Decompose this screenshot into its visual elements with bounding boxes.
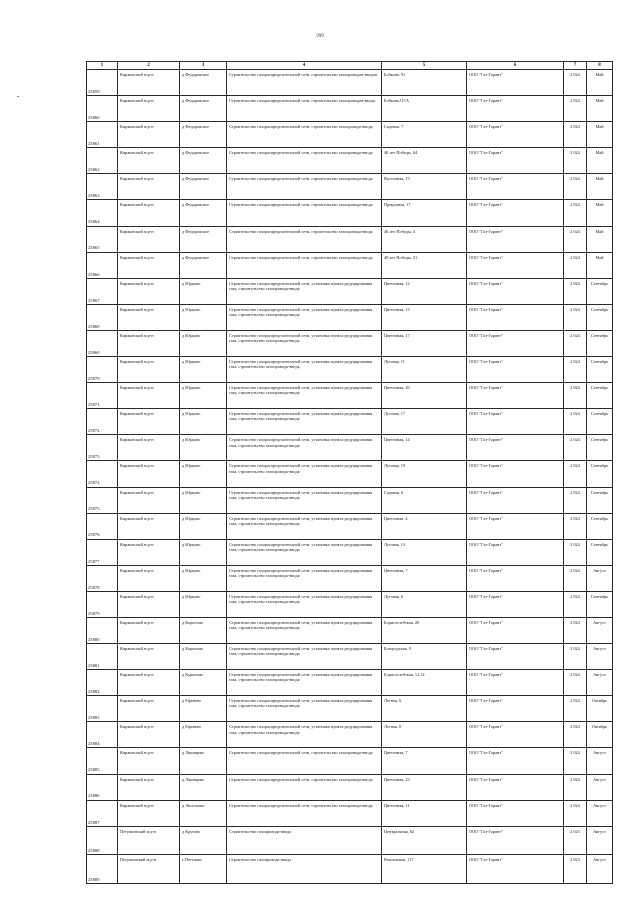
table-row — [87, 748, 613, 774]
work-description-cell: Строительство газораспределительной сети, установка пункта редуцирования газа, строительство газопровода-ввода — [227, 591, 382, 617]
settlement-cell: д Юрцово — [180, 539, 227, 565]
table-row — [87, 357, 613, 383]
address-cell: Бобкова, 91 — [382, 70, 467, 96]
work-description-cell: Строительство газораспределительной сети, установка пункта редуцирования газа, строительство газопровода-ввода — [227, 409, 382, 435]
contractor-cell: ООО "Газ-Гарант" — [467, 617, 564, 643]
contractor-cell: ООО "Газ-Гарант" — [467, 226, 564, 252]
year-cell: 2 024 — [564, 252, 587, 278]
year-cell: 2 024 — [564, 226, 587, 252]
year-cell: 2 024 — [564, 696, 587, 722]
address-cell: Луговая, 19 — [382, 461, 467, 487]
table-row — [87, 670, 613, 696]
scan-artifact — [17, 96, 19, 97]
month-cell: Октябрь — [587, 722, 613, 748]
address-cell: Цветочная, 13 — [382, 304, 467, 330]
district-cell: Киржачский м.р-н — [118, 383, 180, 409]
row-id: 25879 — [87, 591, 118, 617]
contractor-cell: ООО "Газ-Гарант" — [467, 278, 564, 304]
settlement-cell: д Федоровское — [180, 174, 227, 200]
work-description-cell: Строительство газораспределительной сети, установка пункта редуцирования газа, строительство газопровода-ввода — [227, 487, 382, 513]
row-id: 25873 — [87, 435, 118, 461]
settlement-cell: д Юрцово — [180, 330, 227, 356]
year-cell: 2 024 — [564, 644, 587, 670]
contractor-cell: ООО "Газ-Гарант" — [467, 70, 564, 96]
address-cell: Борисоглебская, 12,14 — [382, 670, 467, 696]
contractor-cell: ООО "Газ-Гарант" — [467, 748, 564, 774]
work-description-cell: Строительство газораспределительной сети, установка пункта редуцирования газа, строительство газопровода-ввода — [227, 461, 382, 487]
district-cell: Киржачский м.р-н — [118, 174, 180, 200]
settlement-cell: д Юрцово — [180, 278, 227, 304]
row-id: 25866 — [87, 252, 118, 278]
column-header: 1 — [87, 62, 118, 70]
gasification-table — [86, 61, 613, 884]
year-cell: 2 024 — [564, 539, 587, 565]
table-row — [87, 800, 613, 826]
row-id: 25882 — [87, 670, 118, 696]
work-description-cell: Строительство газораспределительной сети, установка пункта редуцирования газа, строительство газопровода-ввода — [227, 565, 382, 591]
work-description-cell: Строительство газораспределительной сети, строительство газопровода-ввода — [227, 748, 382, 774]
row-id: 25867 — [87, 278, 118, 304]
settlement-cell: д Юрцово — [180, 513, 227, 539]
contractor-cell: ООО "Газ-Гарант" — [467, 357, 564, 383]
contractor-cell: ООО "Газ-Гарант" — [467, 435, 564, 461]
contractor-cell: ООО "Газ-Гарант" — [467, 330, 564, 356]
year-cell: 2 024 — [564, 278, 587, 304]
work-description-cell: Строительство газораспределительной сети, установка пункта редуцирования газа, строительство газопровода-ввода — [227, 357, 382, 383]
settlement-cell: д Федоровское — [180, 200, 227, 226]
year-cell: 2 023 — [564, 855, 587, 884]
work-description-cell: Строительство газораспределительной сети, установка пункта редуцирования газа, строительство газопровода-ввода — [227, 617, 382, 643]
settlement-cell: д Корытово — [180, 644, 227, 670]
settlement-cell: д Федоровское — [180, 70, 227, 96]
contractor-cell: ООО "Газ-Гарант" — [467, 487, 564, 513]
year-cell: 2 024 — [564, 304, 587, 330]
year-cell: 2 024 — [564, 722, 587, 748]
table-row — [87, 855, 613, 884]
settlement-cell: д Ефанево — [180, 696, 227, 722]
row-id: 25865 — [87, 226, 118, 252]
contractor-cell: ООО "Газ-Гарант" — [467, 644, 564, 670]
column-header: 8 — [587, 62, 613, 70]
address-cell: Восточная, 15 — [382, 174, 467, 200]
table-row — [87, 383, 613, 409]
settlement-cell: д Юрцово — [180, 591, 227, 617]
address-cell: Садовая, 6 — [382, 487, 467, 513]
row-id: 25889 — [87, 855, 118, 884]
row-id: 25872 — [87, 409, 118, 435]
contractor-cell: ООО "Газ-Гарант" — [467, 722, 564, 748]
district-cell: Киржачский м.р-н — [118, 96, 180, 122]
month-cell: Август — [587, 800, 613, 826]
table-row — [87, 826, 613, 855]
table-row — [87, 252, 613, 278]
year-cell: 2 024 — [564, 617, 587, 643]
year-cell: 2 024 — [564, 409, 587, 435]
address-cell: Вокзальная, 117 — [382, 855, 467, 884]
year-cell: 2 024 — [564, 800, 587, 826]
row-id: 25884 — [87, 722, 118, 748]
district-cell: Петушинский м.р-н — [118, 855, 180, 884]
address-cell: Природная, 17 — [382, 200, 467, 226]
district-cell: Киржачский м.р-н — [118, 461, 180, 487]
row-id: 25868 — [87, 304, 118, 330]
district-cell: Киржачский м.р-н — [118, 252, 180, 278]
table-row — [87, 304, 613, 330]
work-description-cell: Строительство газораспределительной сети, установка пункта редуцирования газа, строительство газопровода-ввода — [227, 670, 382, 696]
month-cell: Август — [587, 670, 613, 696]
district-cell: Киржачский м.р-н — [118, 591, 180, 617]
contractor-cell: ООО "Газ-Гарант" — [467, 252, 564, 278]
settlement-cell: д Корытово — [180, 670, 227, 696]
address-cell: 40 лет Победы, 51 — [382, 252, 467, 278]
address-cell: Цветочная, 17 — [382, 330, 467, 356]
month-cell: Сентябрь — [587, 383, 613, 409]
month-cell: Сентябрь — [587, 278, 613, 304]
year-cell: 2 024 — [564, 748, 587, 774]
contractor-cell: ООО "Газ-Гарант" — [467, 122, 564, 148]
settlement-cell: д Лисельево — [180, 800, 227, 826]
column-header: 7 — [564, 62, 587, 70]
contractor-cell: ООО "Газ-Гарант" — [467, 148, 564, 174]
month-cell: Сентябрь — [587, 330, 613, 356]
district-cell: Киржачский м.р-н — [118, 278, 180, 304]
header-row — [87, 62, 613, 70]
month-cell: Сентябрь — [587, 357, 613, 383]
work-description-cell: Строительство газораспределительной сети, установка пункта редуцирования газа, строительство газопровода-ввода — [227, 696, 382, 722]
month-cell: Сентябрь — [587, 513, 613, 539]
address-cell: Цветочная, 7 — [382, 565, 467, 591]
settlement-cell: д Юрцово — [180, 357, 227, 383]
settlement-cell: д Юрцово — [180, 435, 227, 461]
contractor-cell: ООО "Газ-Гарант" — [467, 383, 564, 409]
row-id: 25870 — [87, 357, 118, 383]
contractor-cell: ООО "Газ-Гарант" — [467, 174, 564, 200]
settlement-cell: д Федоровское — [180, 252, 227, 278]
address-cell: 40 лет Победы, 4 — [382, 226, 467, 252]
row-id: 25878 — [87, 565, 118, 591]
month-cell: Май — [587, 122, 613, 148]
table-row — [87, 122, 613, 148]
row-id: 25862 — [87, 148, 118, 174]
table-row — [87, 774, 613, 800]
year-cell: 2 024 — [564, 357, 587, 383]
district-cell: Киржачский м.р-н — [118, 200, 180, 226]
year-cell: 2 024 — [564, 383, 587, 409]
district-cell: Киржачский м.р-н — [118, 330, 180, 356]
table-row — [87, 565, 613, 591]
month-cell: Сентябрь — [587, 304, 613, 330]
row-id: 25885 — [87, 748, 118, 774]
district-cell: Киржачский м.р-н — [118, 357, 180, 383]
table-row — [87, 513, 613, 539]
work-description-cell: Строительство газораспределительной сети, установка пункта редуцирования газа, строительство газопровода-ввода — [227, 644, 382, 670]
year-cell: 2 024 — [564, 487, 587, 513]
work-description-cell: Строительство газораспределительной сети, строительство газопровода-ввода — [227, 774, 382, 800]
address-cell: 40 лет Победы, 64 — [382, 148, 467, 174]
address-cell: Садовая, 7 — [382, 122, 467, 148]
work-description-cell: Строительство газораспределительной сети, строительство газопровода-ввода — [227, 226, 382, 252]
row-id: 25877 — [87, 539, 118, 565]
contractor-cell: ООО "Газ-Гарант" — [467, 409, 564, 435]
row-id: 25871 — [87, 383, 118, 409]
row-id: 25876 — [87, 513, 118, 539]
work-description-cell: Строительство газораспределительной сети, строительство газопровода-ввода — [227, 252, 382, 278]
contractor-cell: ООО "Газ-Гарант" — [467, 461, 564, 487]
address-cell: Цветочная, 23 — [382, 774, 467, 800]
settlement-cell: д Федоровское — [180, 148, 227, 174]
work-description-cell: Строительство газораспределительной сети, установка пункта редуцирования газа, строительство газопровода-ввода — [227, 278, 382, 304]
settlement-cell: д Юрцово — [180, 304, 227, 330]
column-header: 5 — [382, 62, 467, 70]
row-id: 25881 — [87, 644, 118, 670]
page-number: 999 — [316, 34, 324, 39]
column-header: 6 — [467, 62, 564, 70]
work-description-cell: Строительство газораспределительной сети, установка пункта редуцирования газа, строительство газопровода-ввода — [227, 435, 382, 461]
settlement-cell: д Корытово — [180, 617, 227, 643]
district-cell: Киржачский м.р-н — [118, 435, 180, 461]
year-cell: 2 024 — [564, 461, 587, 487]
work-description-cell: Строительство газораспределительной сети, установка пункта редуцирования газа, строительство газопровода-ввода — [227, 330, 382, 356]
month-cell: Май — [587, 70, 613, 96]
district-cell: Киржачский м.р-н — [118, 148, 180, 174]
year-cell: 2 024 — [564, 96, 587, 122]
contractor-cell: ООО "Газ-Гарант" — [467, 670, 564, 696]
row-id: 25869 — [87, 330, 118, 356]
district-cell: Петушинский м.р-н — [118, 826, 180, 855]
row-id: 25864 — [87, 200, 118, 226]
settlement-cell: д Ляпищево — [180, 774, 227, 800]
month-cell: Сентябрь — [587, 487, 613, 513]
month-cell: Сентябрь — [587, 409, 613, 435]
address-cell: Цветочная, 4 — [382, 513, 467, 539]
month-cell: Сентябрь — [587, 461, 613, 487]
month-cell: Август — [587, 826, 613, 855]
table-row — [87, 278, 613, 304]
row-id: 25888 — [87, 826, 118, 855]
contractor-cell: ООО "Газ-Гарант" — [467, 565, 564, 591]
address-cell: Лесная, 6 — [382, 696, 467, 722]
settlement-cell: д Юрцово — [180, 409, 227, 435]
month-cell: Май — [587, 200, 613, 226]
address-cell: Луговая, 17 — [382, 409, 467, 435]
work-description-cell: Строительство газораспределительной сети, строительство газопроводов-вводов — [227, 70, 382, 96]
address-cell: Богородская, 9 — [382, 644, 467, 670]
address-cell: Бобкова,111А — [382, 96, 467, 122]
work-description-cell: Строительство газораспределительной сети, установка пункта редуцирования газа, строительство газопровода-ввода — [227, 513, 382, 539]
settlement-cell: д Ефанево — [180, 722, 227, 748]
work-description-cell: Строительство газораспределительной сети, строительство газопровода-ввода — [227, 174, 382, 200]
district-cell: Киржачский м.р-н — [118, 226, 180, 252]
year-cell: 2 024 — [564, 591, 587, 617]
work-description-cell: Строительство газопровода-ввода — [227, 855, 382, 884]
address-cell: Центральная, 82 — [382, 826, 467, 855]
year-cell: 2 024 — [564, 565, 587, 591]
settlement-cell: д Кругово — [180, 826, 227, 855]
district-cell: Киржачский м.р-н — [118, 644, 180, 670]
contractor-cell: ООО "Газ-Гарант" — [467, 696, 564, 722]
table-row — [87, 722, 613, 748]
contractor-cell: ООО "Газ-Гарант" — [467, 96, 564, 122]
month-cell: Август — [587, 617, 613, 643]
district-cell: Киржачский м.р-н — [118, 774, 180, 800]
year-cell: 2 024 — [564, 670, 587, 696]
row-id: 25887 — [87, 800, 118, 826]
column-header: 3 — [180, 62, 227, 70]
month-cell: Май — [587, 96, 613, 122]
month-cell: Август — [587, 748, 613, 774]
contractor-cell: ООО "Газ-Гарант" — [467, 539, 564, 565]
table-row — [87, 617, 613, 643]
row-id: 25880 — [87, 617, 118, 643]
settlement-cell: д Федоровское — [180, 122, 227, 148]
month-cell: Май — [587, 226, 613, 252]
year-cell: 2 024 — [564, 122, 587, 148]
year-cell: 2 024 — [564, 330, 587, 356]
address-cell: Луговая, 6 — [382, 591, 467, 617]
table-row — [87, 200, 613, 226]
year-cell: 2 024 — [564, 174, 587, 200]
row-id: 25860 — [87, 96, 118, 122]
year-cell: 2 023 — [564, 826, 587, 855]
row-id: 25886 — [87, 774, 118, 800]
month-cell: Май — [587, 252, 613, 278]
settlement-cell: д Юрцово — [180, 487, 227, 513]
work-description-cell: Строительство газораспределительной сети, строительство газопровода-ввода — [227, 800, 382, 826]
district-cell: Киржачский м.р-н — [118, 539, 180, 565]
month-cell: Сентябрь — [587, 591, 613, 617]
year-cell: 2 024 — [564, 70, 587, 96]
work-description-cell: Строительство газораспределительной сети, строительство газопроводов-ввода — [227, 96, 382, 122]
table-row — [87, 226, 613, 252]
district-cell: Киржачский м.р-н — [118, 748, 180, 774]
month-cell: Сентябрь — [587, 435, 613, 461]
contractor-cell: ООО "Газ-Гарант" — [467, 591, 564, 617]
year-cell: 2 024 — [564, 435, 587, 461]
month-cell: Май — [587, 174, 613, 200]
contractor-cell: ООО "Газ-Гарант" — [467, 800, 564, 826]
district-cell: Киржачский м.р-н — [118, 487, 180, 513]
month-cell: Август — [587, 644, 613, 670]
table-row — [87, 644, 613, 670]
work-description-cell: Строительство газораспределительной сети, строительство газопровода-ввода — [227, 200, 382, 226]
month-cell: Октябрь — [587, 696, 613, 722]
work-description-cell: Строительство газораспределительной сети, установка пункта редуцирования газа, строительство газопровода-ввода — [227, 304, 382, 330]
district-cell: Киржачский м.р-н — [118, 409, 180, 435]
district-cell: Киржачский м.р-н — [118, 70, 180, 96]
month-cell: Август — [587, 855, 613, 884]
contractor-cell: ООО "Газ-Гарант" — [467, 774, 564, 800]
year-cell: 2 024 — [564, 148, 587, 174]
table-row — [87, 96, 613, 122]
district-cell: Киржачский м.р-н — [118, 513, 180, 539]
contractor-cell: ООО "Газ-Гарант" — [467, 855, 564, 884]
work-description-cell: Строительство газораспределительной сети, установка пункта редуцирования газа, строительство газопровода-ввода — [227, 539, 382, 565]
table-row — [87, 330, 613, 356]
month-cell: Август — [587, 565, 613, 591]
work-description-cell: Строительство газопровода-ввода — [227, 826, 382, 855]
table-row — [87, 696, 613, 722]
table-row — [87, 409, 613, 435]
district-cell: Киржачский м.р-н — [118, 722, 180, 748]
settlement-cell: д Юрцово — [180, 461, 227, 487]
address-cell: Цветочная, 11 — [382, 800, 467, 826]
year-cell: 2 024 — [564, 513, 587, 539]
row-id: 25883 — [87, 696, 118, 722]
table-row — [87, 70, 613, 96]
table-row — [87, 591, 613, 617]
settlement-cell: г Петушки — [180, 855, 227, 884]
district-cell: Киржачский м.р-н — [118, 122, 180, 148]
address-cell: Луговая, 13 — [382, 539, 467, 565]
work-description-cell: Строительство газораспределительной сети, строительство газопровода-ввода — [227, 122, 382, 148]
table-row — [87, 461, 613, 487]
contractor-cell: ООО "Газ-Гарант" — [467, 304, 564, 330]
settlement-cell: д Юрцово — [180, 383, 227, 409]
address-cell: Цветочная, 14 — [382, 435, 467, 461]
settlement-cell: д Федоровское — [180, 226, 227, 252]
address-cell: Борисоглебская, 20 — [382, 617, 467, 643]
month-cell: Май — [587, 148, 613, 174]
table-row — [87, 435, 613, 461]
year-cell: 2 024 — [564, 774, 587, 800]
settlement-cell: д Федоровское — [180, 96, 227, 122]
column-header: 2 — [118, 62, 180, 70]
contractor-cell: ООО "Газ-Гарант" — [467, 200, 564, 226]
address-cell: Цветочная, 12 — [382, 278, 467, 304]
district-cell: Киржачский м.р-н — [118, 800, 180, 826]
row-id: 25859 — [87, 70, 118, 96]
row-id: 25863 — [87, 174, 118, 200]
row-id: 25861 — [87, 122, 118, 148]
district-cell: Киржачский м.р-н — [118, 304, 180, 330]
district-cell: Киржачский м.р-н — [118, 670, 180, 696]
district-cell: Киржачский м.р-н — [118, 565, 180, 591]
year-cell: 2 024 — [564, 200, 587, 226]
month-cell: Сентябрь — [587, 539, 613, 565]
district-cell: Киржачский м.р-н — [118, 696, 180, 722]
settlement-cell: д Ляпищево — [180, 748, 227, 774]
address-cell: Цветочная, 20 — [382, 383, 467, 409]
address-cell: Луговая, 11 — [382, 357, 467, 383]
table-row — [87, 148, 613, 174]
table-row — [87, 174, 613, 200]
work-description-cell: Строительство газораспределительной сети, установка пункта редуцирования газа, строительство газопровода-ввода — [227, 383, 382, 409]
settlement-cell: д Юрцово — [180, 565, 227, 591]
table-row — [87, 539, 613, 565]
column-header: 4 — [227, 62, 382, 70]
contractor-cell: ООО "Газ-Гарант" — [467, 826, 564, 855]
contractor-cell: ООО "Газ-Гарант" — [467, 513, 564, 539]
work-description-cell: Строительство газораспределительной сети, строительство газопровода-ввода — [227, 148, 382, 174]
row-id: 25875 — [87, 487, 118, 513]
work-description-cell: Строительство газораспределительной сети, установка пункта редуцирования газа, строительство газопровода-ввода — [227, 722, 382, 748]
month-cell: Август — [587, 774, 613, 800]
address-cell: Цветочная, 7 — [382, 748, 467, 774]
table-row — [87, 487, 613, 513]
row-id: 25874 — [87, 461, 118, 487]
address-cell: Лесная, 8 — [382, 722, 467, 748]
district-cell: Киржачский м.р-н — [118, 617, 180, 643]
